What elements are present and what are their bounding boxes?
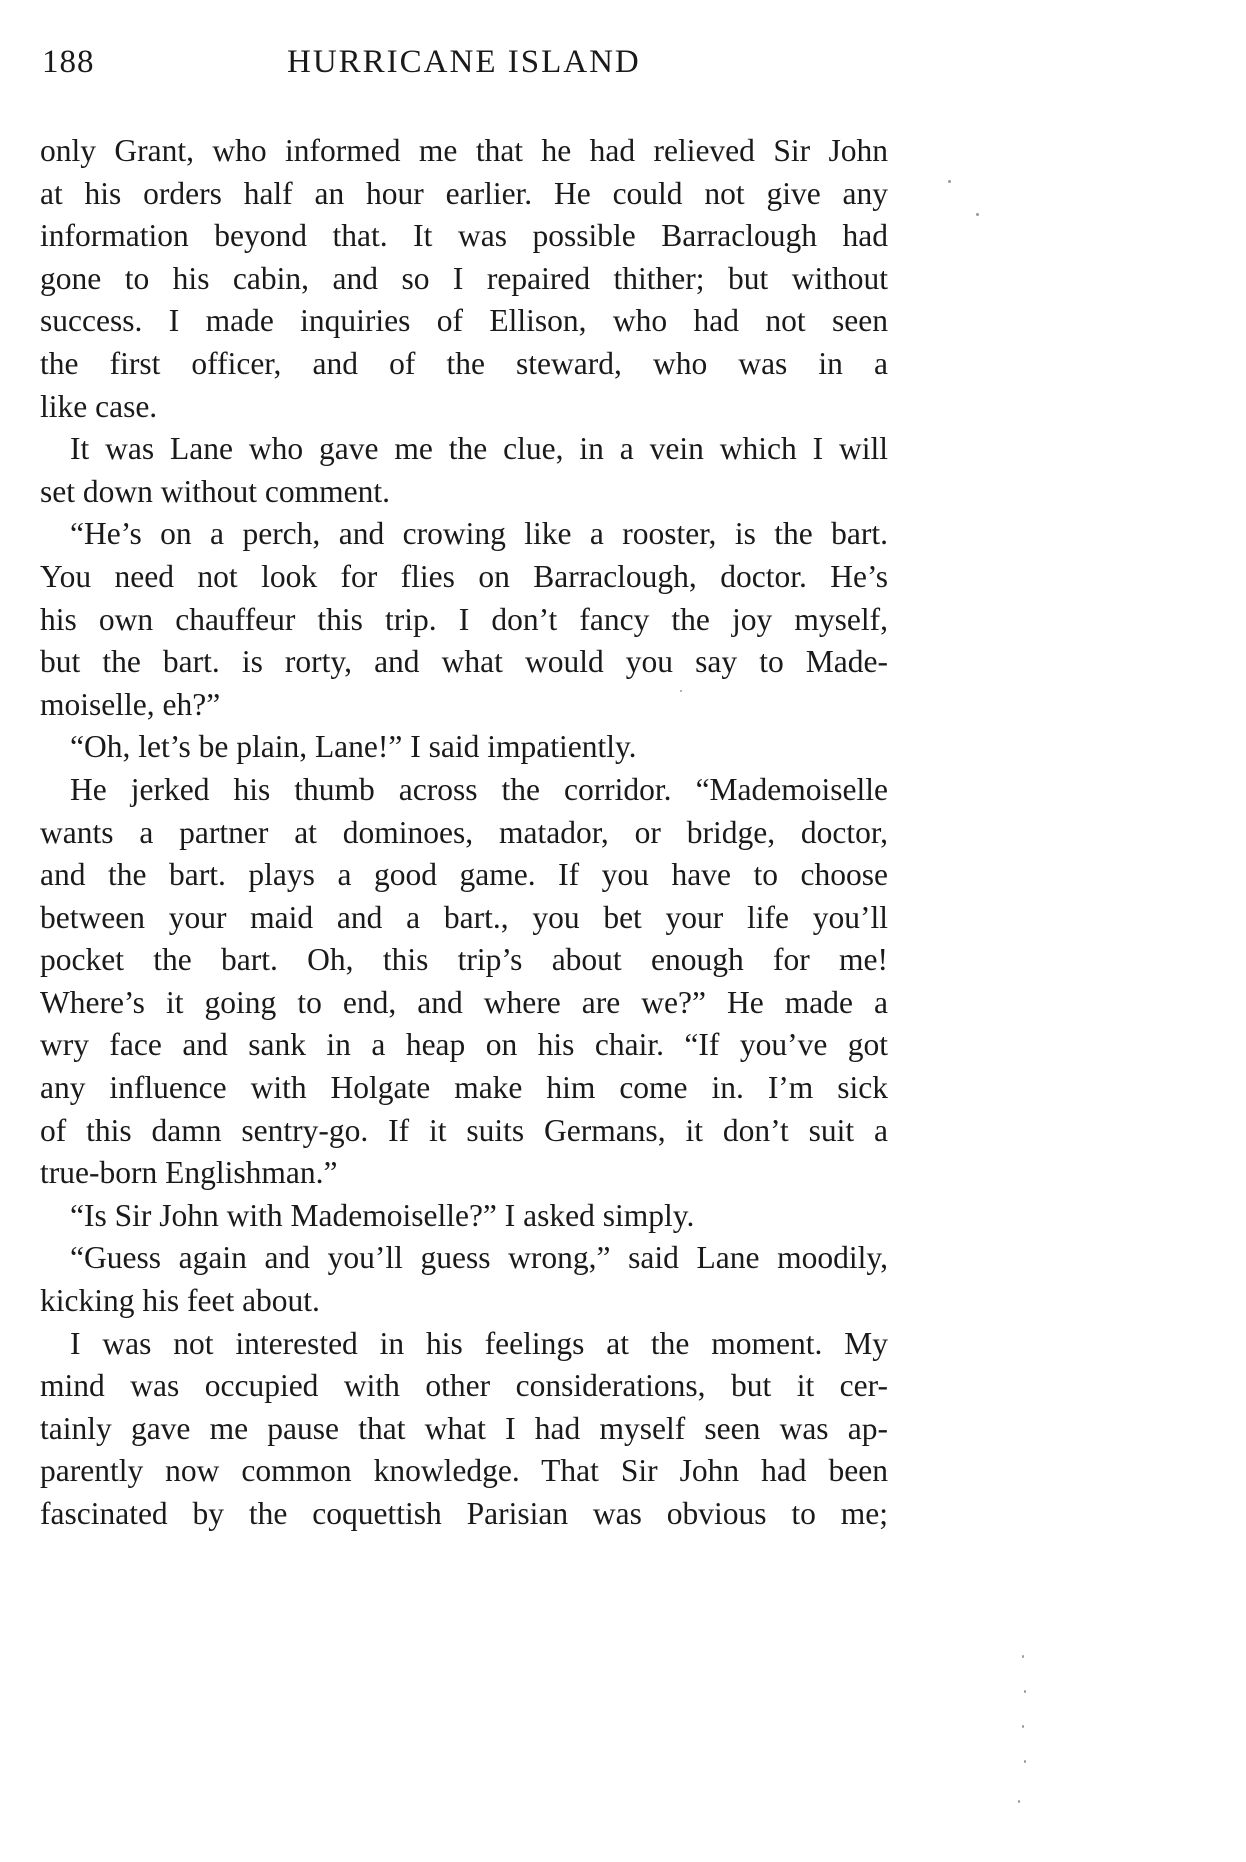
text-line: pocket the bart. Oh, this trip’s about enough for me!: [40, 942, 888, 978]
text-line: Where’s it going to end, and where are we?” He made a: [40, 984, 888, 1020]
scan-speck: [948, 180, 951, 183]
scan-speck: [680, 690, 682, 692]
text-line: fascinated by the coquettish Parisian was obvious to me;: [40, 1496, 888, 1531]
scan-speck: [1024, 1690, 1026, 1693]
text-line: gone to his cabin, and so I repaired thither; but without: [40, 260, 888, 296]
scan-speck: [1018, 1800, 1020, 1803]
text-line: You need not look for flies on Barraclough, doctor. He’s: [40, 558, 888, 594]
text-line: He jerked his thumb across the corridor. “Mademoiselle: [70, 771, 888, 807]
text-line: “He’s on a perch, and crowing like a rooster, is the bart.: [70, 516, 888, 552]
text-line: I was not interested in his feelings at the moment. My: [70, 1325, 888, 1361]
text-line: success. I made inquiries of Ellison, who had not seen: [40, 303, 888, 339]
text-line: tainly gave me pause that what I had myself seen was ap-: [40, 1410, 888, 1446]
text-line: of this damn sentry-go. If it suits Germans, it don’t suit a: [40, 1112, 888, 1148]
text-line: set down without comment.: [40, 473, 390, 509]
text-line: kicking his feet about.: [40, 1283, 320, 1319]
text-line: but the bart. is rorty, and what would you say to Made-: [40, 644, 888, 680]
text-line: It was Lane who gave me the clue, in a vein which I will: [70, 431, 888, 467]
scan-speck: [1022, 1655, 1024, 1658]
text-line: “Is Sir John with Mademoiselle?” I asked simply.: [70, 1197, 695, 1233]
text-line: any influence with Holgate make him come in. I’m sick: [40, 1070, 888, 1106]
text-line: at his orders half an hour earlier. He could not give any: [40, 175, 888, 211]
running-head: HURRICANE ISLAND: [287, 44, 641, 80]
text-line: moiselle, eh?”: [40, 686, 221, 722]
text-line: “Oh, let’s be plain, Lane!” I said impatiently.: [70, 729, 637, 765]
text-line: the first officer, and of the steward, who was in a: [40, 345, 888, 381]
body-text: [40, 130, 888, 1536]
text-line: mind was occupied with other considerations, but it cer-: [40, 1368, 888, 1404]
text-line: only Grant, who informed me that he had relieved Sir John: [40, 133, 888, 168]
text-line: like case.: [40, 388, 158, 424]
text-line: wry face and sank in a heap on his chair. “If you’ve got: [40, 1027, 888, 1063]
scan-speck: [976, 213, 979, 216]
text-line: and the bart. plays a good game. If you have to choose: [40, 857, 888, 893]
scan-speck: [1024, 1760, 1026, 1763]
text-line: information beyond that. It was possible Barraclough had: [40, 218, 888, 254]
scan-speck: [1022, 1725, 1024, 1728]
text-line: his own chauffeur this trip. I don’t fancy the joy myself,: [40, 601, 888, 637]
text-line: true-born Englishman.”: [40, 1155, 338, 1191]
text-line: parently now common knowledge. That Sir John had been: [40, 1453, 888, 1489]
text-line: “Guess again and you’ll guess wrong,” said Lane moodily,: [70, 1240, 888, 1276]
page-number: 188: [42, 44, 95, 80]
text-line: between your maid and a bart., you bet your life you’ll: [40, 899, 888, 935]
page-header: [42, 44, 892, 94]
text-line: wants a partner at dominoes, matador, or bridge, doctor,: [40, 814, 888, 850]
